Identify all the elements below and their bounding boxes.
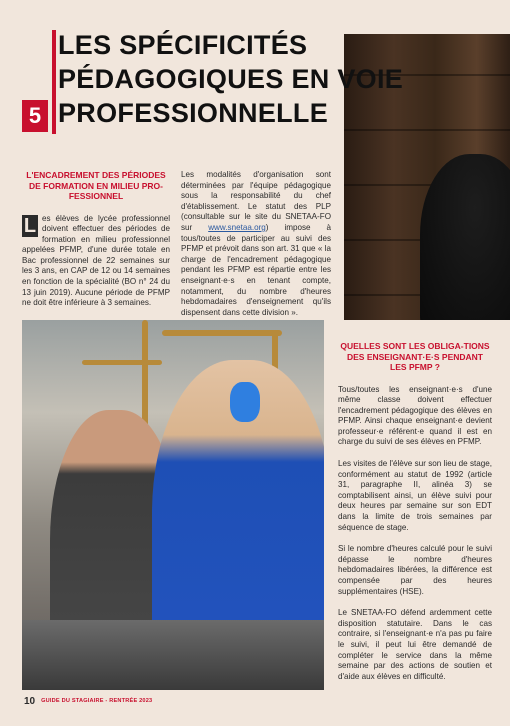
- page-title: [58, 28, 404, 130]
- ear-protection: [230, 382, 260, 422]
- workshop-photo: [22, 320, 324, 690]
- page-number: 10: [24, 695, 36, 707]
- section-heading-encadrement: L'ENCADREMENT DES PÉRIODES DE FORMATION EN MILIEU PRO-FESSIONNEL: [26, 170, 166, 201]
- paragraph-encadrement-text: es élèves de lycée professionnel doivent effectuer des périodes de formation en milieu professionnel appelées PFMP, d'une durée totale en Bac professionnel de 22 semaines sur les 3 ans, en CAP de 12 ou 14 semaines en fonction de la spécialité (BO n° 24 du 13 juin 2019). Aucune période de PFMP ne doit être inférieure à 3 semaines.: [22, 213, 170, 308]
- column-modalites: [181, 170, 331, 318]
- photo-person: [420, 154, 510, 320]
- snetaa-link[interactable]: www.snetaa.org: [208, 222, 266, 232]
- column-encadrement: [22, 170, 170, 309]
- publication-label: GUIDE DU STAGIAIRE - RENTRÉE 2023: [41, 698, 153, 704]
- paragraph-obligations-4: Le SNETAA-FO défend ardemment cette disposition statutaire. Dans le cas contraire, si l'enseignant·e n'a pas pu faire le suivi, il peut lui être demandé de compléter le service dans la même semaine par des actions de soutien et d'aide aux élèves en difficulté.: [338, 608, 492, 681]
- section-heading-obligations: QUELLES SONT LES OBLIGA-TIONS DES ENSEIGNANT·E·S PENDANT LES PFMP ?: [340, 341, 490, 372]
- paragraph-obligations-1: Tous/toutes les enseignant·e·s d'une même classe doivent effectuer l'encadrement pédagogique des élèves en PFMP. Ainsi chaque enseignant·e devient professeur·e référent·e quand il est en charge du suivi de ses élèves en PFMP.: [338, 384, 492, 447]
- section-number: 5: [22, 100, 48, 132]
- title-line-2: PÉDAGOGIQUES EN VOIE: [58, 64, 404, 94]
- drop-cap: L: [23, 214, 37, 237]
- paragraph-modalites-end: ) impose à tous/toutes de participer au suivi des PFMP et prévoit dans son art. 31 que « la charge de l'encadrement pédagogique pendant les PFMP est répartie entre les enseignant·e·s en tenant compte, notamment, du nombre d'heures hebdomadaires d'enseignement qu'ils dispensent dans cette division ».: [181, 222, 331, 317]
- title-line-1: LES SPÉCIFICITÉS: [58, 30, 308, 60]
- paragraph-obligations-3: Si le nombre d'heures calculé pour le suivi dépasse le nombre d'heures hebdomadaires libérées, la différence est compensée par des heures supplémentaires (HSE).: [338, 544, 492, 596]
- column-obligations: [338, 341, 492, 693]
- title-line-3: PROFESSIONNELLE: [58, 98, 329, 128]
- paragraph-modalites-start: Les modalités d'organisation sont déterminées par l'équipe pédagogique sous la responsabilité du chef d'établissement. Le statut des PLP (consultable sur le site du SNETAA-FO sur: [181, 170, 331, 232]
- paragraph-encadrement: [22, 214, 170, 309]
- page-footer: [24, 694, 152, 708]
- paragraph-obligations-2: Les visites de l'élève sur son lieu de stage, conformément au statut de 1992 (article 31, paragraphe II, alinéa 3) se comptabilisent ainsi, un élève suivi pour deux heures par semaine sur son EDT dans la limite de trois semaines par séquence de stage.: [338, 459, 492, 532]
- paragraph-modalites: [181, 170, 331, 318]
- photo-workbench: [22, 620, 324, 690]
- title-accent-bar: [52, 30, 56, 134]
